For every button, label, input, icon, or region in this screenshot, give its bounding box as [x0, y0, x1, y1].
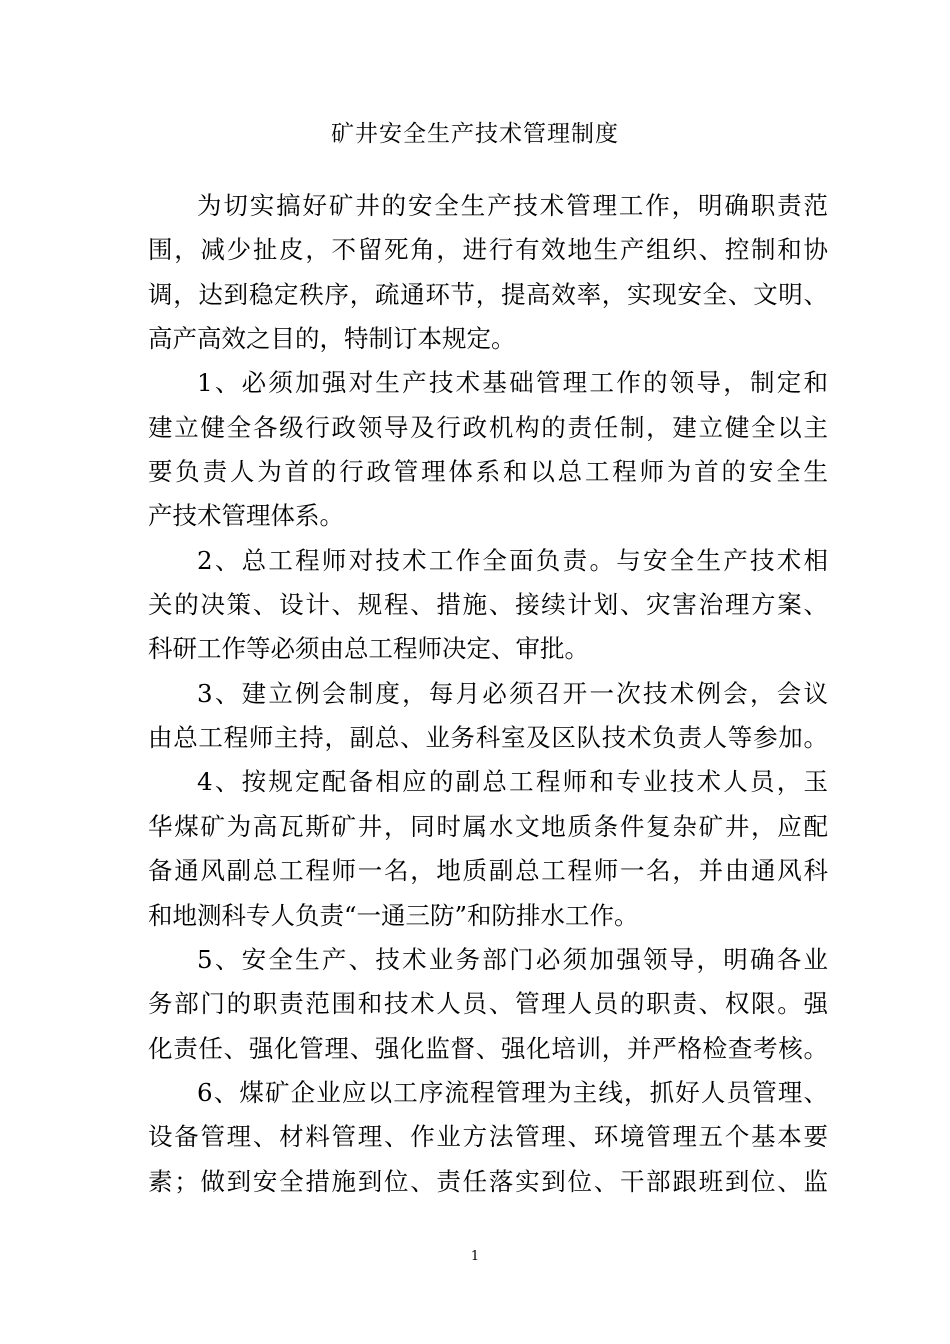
text-line: 围，减少扯皮，不留死角，进行有效地生产组织、控制和协 [148, 235, 828, 265]
text-line: 3、建立例会制度，每月必须召开一次技术例会，会议 [197, 678, 828, 708]
text-line: 关的决策、设计、规程、措施、接续计划、灾害治理方案、 [148, 590, 828, 620]
text-line: 为切实搞好矿井的安全生产技术管理工作，明确职责范 [197, 191, 828, 220]
text-line: 5、安全生产、技术业务部门必须加强领导，明确各业 [197, 944, 828, 974]
text-line: 和地测科专人负责“一通三防”和防排水工作。 [148, 900, 639, 930]
page-number: 1 [470, 1249, 480, 1264]
text-line: 华煤矿为高瓦斯矿井，同时属水文地质条件复杂矿井，应配 [148, 811, 828, 841]
text-line: 备通风副总工程师一名，地质副总工程师一名，并由通风科 [148, 856, 828, 886]
document-body [148, 184, 828, 1204]
text-line: 科研工作等必须由总工程师决定、审批。 [148, 634, 589, 664]
text-line: 1、必须加强对生产技术基础管理工作的领导，制定和 [197, 368, 828, 398]
text-line: 高产高效之目的，特制订本规定。 [148, 324, 516, 354]
text-line: 化责任、强化管理、强化监督、强化培训，并严格检查考核。 [148, 1033, 828, 1063]
document-title: 矿井安全生产技术管理制度 [331, 121, 619, 147]
text-line: 素；做到安全措施到位、责任落实到位、干部跟班到位、监 [148, 1166, 828, 1196]
text-line: 调，达到稳定秩序，疏通环节，提高效率，实现安全、文明、 [148, 279, 828, 309]
text-line: 要负责人为首的行政管理体系和以总工程师为首的安全生 [148, 457, 828, 487]
text-line: 4、按规定配备相应的副总工程师和专业技术人员，玉 [197, 767, 828, 797]
text-line: 设备管理、材料管理、作业方法管理、环境管理五个基本要 [148, 1122, 828, 1152]
text-line: 6、煤矿企业应以工序流程管理为主线，抓好人员管理、 [197, 1077, 828, 1107]
text-line: 2、总工程师对技术工作全面负责。与安全生产技术相 [197, 545, 828, 575]
text-line: 由总工程师主持，副总、业务科室及区队技术负责人等参加。 [148, 723, 828, 753]
text-line: 务部门的职责范围和技术人员、管理人员的职责、权限。强 [148, 989, 828, 1019]
text-line: 建立健全各级行政领导及行政机构的责任制，建立健全以主 [148, 412, 828, 442]
text-line: 产技术管理体系。 [148, 501, 344, 531]
